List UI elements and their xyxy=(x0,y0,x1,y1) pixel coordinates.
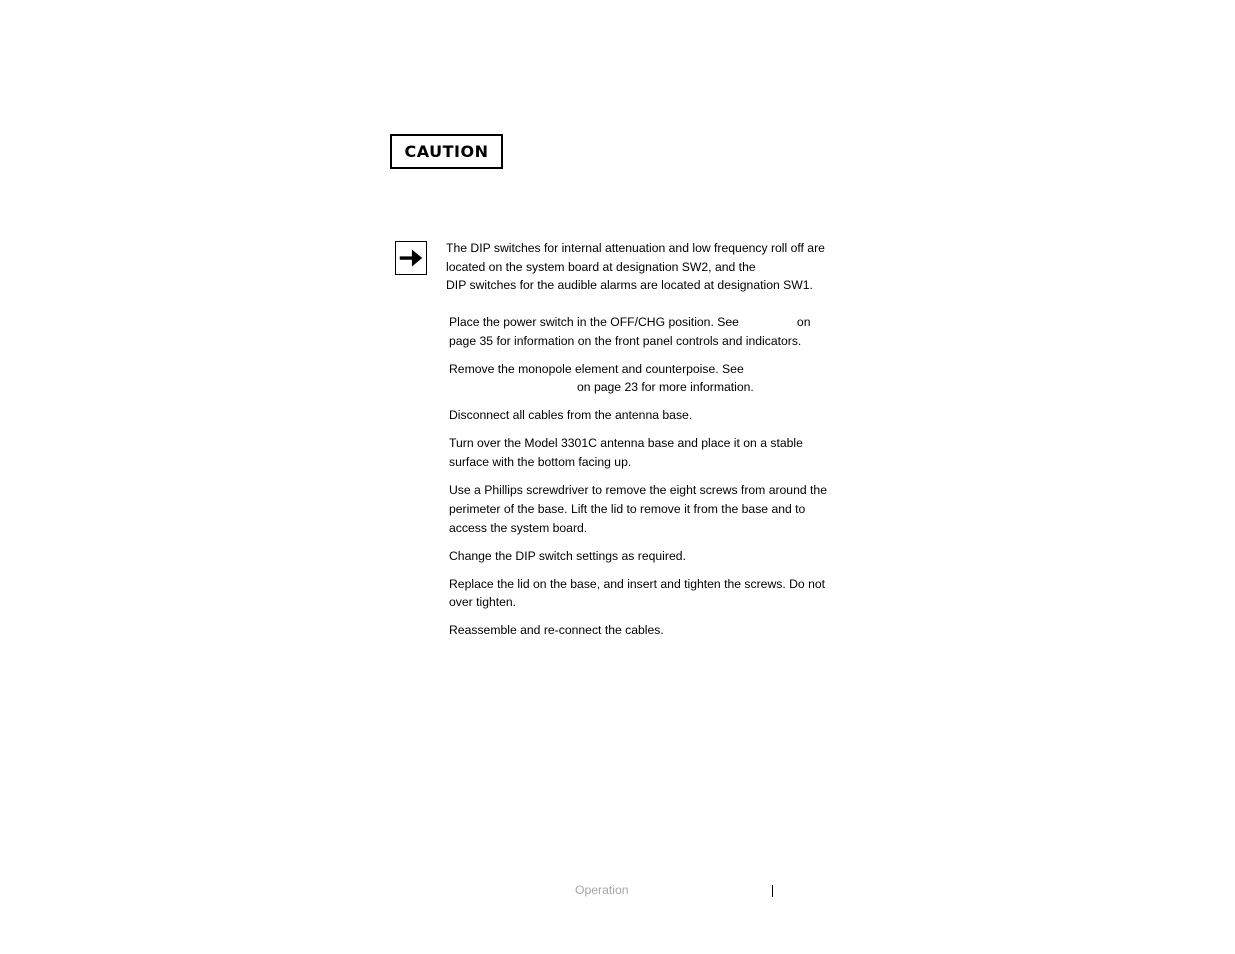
step-line: over tighten. xyxy=(449,595,517,610)
step-text: Place the power switch in the OFF/CHG position. See xyxy=(449,315,739,329)
step-line: Turn over the Model 3301C antenna base and place it on a stable xyxy=(449,436,803,451)
step-text: on page 23 for more information. xyxy=(577,380,754,395)
footer-section-label: Operation xyxy=(575,883,629,897)
step-item xyxy=(449,313,849,350)
step-line: Remove the monopole element and counterpoise. See xyxy=(449,361,744,376)
step-item xyxy=(449,481,849,537)
step-item xyxy=(449,621,849,640)
step-line: Disconnect all cables from the antenna base. xyxy=(449,408,693,423)
step-item xyxy=(449,575,849,612)
step-item xyxy=(449,547,849,566)
step-line: surface with the bottom facing up. xyxy=(449,455,632,470)
caution-text: CAUTION xyxy=(404,142,489,161)
step-line: page 35 for information on the front panel controls and indicators. xyxy=(449,333,802,348)
note-line: located on the system board at designation SW2, and the xyxy=(446,259,756,274)
caution-label xyxy=(390,134,503,169)
footer-divider xyxy=(772,885,773,897)
step-line xyxy=(449,378,849,397)
note-line: DIP switches for the audible alarms are located at designation SW1. xyxy=(446,278,813,292)
step-item xyxy=(449,434,849,471)
step-line: Replace the lid on the base, and insert and tighten the screws. Do not xyxy=(449,576,826,591)
step-line xyxy=(449,313,849,332)
step-line: Change the DIP switch settings as required. xyxy=(449,548,686,563)
step-line: access the system board. xyxy=(449,520,588,535)
procedure-steps xyxy=(449,313,849,649)
note-line: The DIP switches for internal attenuation and low frequency roll off are xyxy=(446,241,825,255)
step-line: perimeter of the base. Lift the lid to remove it from the base and to xyxy=(449,501,806,516)
step-text: on xyxy=(796,315,811,329)
step-line: Use a Phillips screwdriver to remove the eight screws from around the xyxy=(449,483,827,498)
step-line: Reassemble and re-connect the cables. xyxy=(449,623,664,638)
step-item xyxy=(449,406,849,425)
arrow-right-icon xyxy=(395,241,427,275)
note-paragraph xyxy=(446,239,846,295)
step-item xyxy=(449,360,849,397)
